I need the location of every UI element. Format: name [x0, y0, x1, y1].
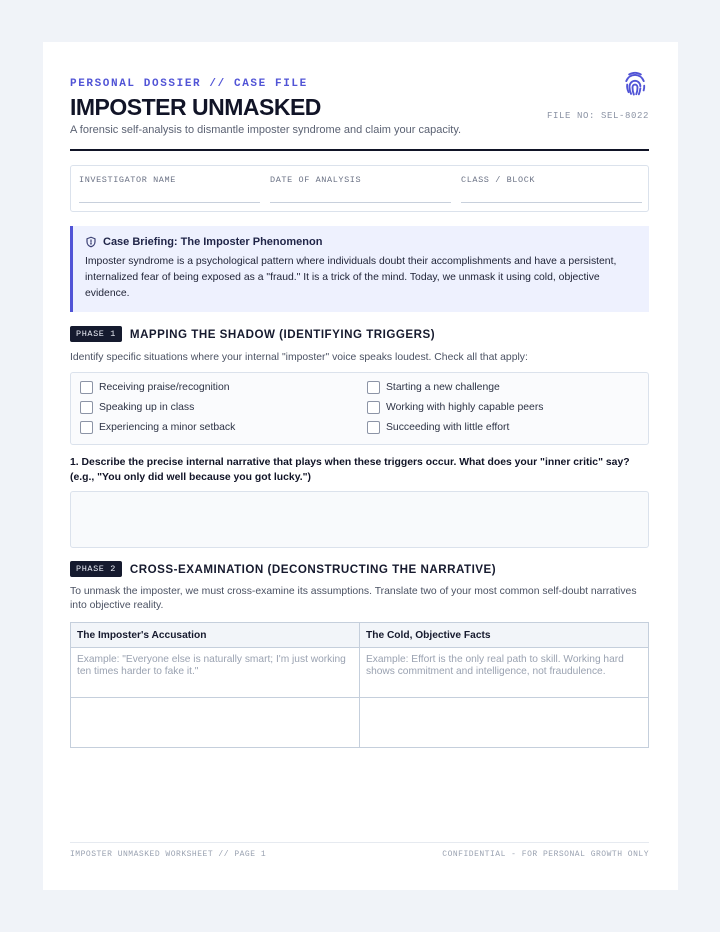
header-divider	[70, 149, 649, 151]
fingerprint-icon	[621, 70, 649, 98]
phase-2-header	[70, 561, 496, 577]
question-1: 1. Describe the precise internal narrative that plays when these triggers occur. What does your "inner critic" say? (e.g., "You only did well because you got lucky.")	[70, 457, 630, 483]
briefing-title: Case Briefing: The Imposter Phenomenon	[103, 236, 323, 248]
phase-2-instructions: To unmask the imposter, we must cross-examine its assumptions. Translate two of your most common self-doubt narratives into objective reality.	[70, 586, 637, 611]
phase-tag: PHASE 2	[70, 561, 122, 577]
investigator-name-field[interactable]	[79, 175, 260, 185]
facts-cell[interactable]: Example: Effort is the only real path to skill. Working hard shows commitment and intelligence, not fraudulence.	[360, 648, 649, 698]
phase-1-instructions: Identify specific situations where your internal "imposter" voice speaks loudest. Check all that apply:	[70, 352, 528, 363]
page-subtitle: A forensic self-analysis to dismantle imposter syndrome and claim your capacity.	[70, 124, 462, 136]
facts-cell[interactable]	[360, 698, 649, 748]
table-row	[71, 648, 649, 698]
checkbox-label: Speaking up in class	[99, 402, 195, 413]
table-header-row	[71, 623, 649, 648]
phase-title: CROSS-EXAMINATION (DECONSTRUCTING THE NARRATIVE)	[129, 562, 497, 576]
case-briefing	[70, 226, 649, 312]
field-label: DATE OF ANALYSIS	[270, 175, 362, 185]
checkbox-box[interactable]	[367, 421, 380, 434]
footer-divider	[70, 842, 649, 843]
trigger-checklist	[70, 372, 649, 445]
footer-left: IMPOSTER UNMASKED WORKSHEET // PAGE 1	[70, 850, 267, 859]
column-header-accusation: The Imposter's Accusation	[71, 623, 360, 648]
checkbox-minor-setback[interactable]	[80, 421, 235, 434]
checkbox-box[interactable]	[80, 381, 93, 394]
checkbox-box[interactable]	[80, 401, 93, 414]
field-label: INVESTIGATOR NAME	[79, 175, 176, 185]
worksheet-page	[43, 42, 678, 890]
table-row	[71, 698, 649, 748]
checkbox-label: Succeeding with little effort	[386, 422, 510, 433]
checkbox-label: Experiencing a minor setback	[99, 422, 236, 433]
class-block-field[interactable]	[461, 175, 642, 185]
field-line	[461, 202, 642, 203]
briefing-body: Imposter syndrome is a psychological pattern where individuals doubt their accomplishments and have a persistent, internalized fear of being exposed as a "fraud." It is a trick of the mind. Today, we unmask it using cold, objective evidence.	[85, 256, 617, 299]
accusation-cell[interactable]: Example: "Everyone else is naturally smart; I'm just working ten times harder to fake it."	[71, 648, 360, 698]
footer-right: CONFIDENTIAL - FOR PERSONAL GROWTH ONLY	[442, 850, 649, 859]
checkbox-speaking-up[interactable]	[80, 401, 194, 414]
field-label: CLASS / BLOCK	[461, 175, 536, 185]
question-1-answer-box[interactable]	[70, 491, 649, 548]
checkbox-little-effort[interactable]	[367, 421, 509, 434]
accusation-cell[interactable]	[71, 698, 360, 748]
page-title: IMPOSTER UNMASKED	[70, 94, 321, 120]
checkbox-box[interactable]	[367, 401, 380, 414]
checkbox-box[interactable]	[367, 381, 380, 394]
shield-icon	[85, 236, 97, 248]
phase-1-header	[70, 326, 435, 342]
checkbox-label: Starting a new challenge	[386, 382, 500, 393]
date-of-analysis-field[interactable]	[270, 175, 451, 185]
field-line	[270, 202, 451, 203]
cross-examination-table	[70, 622, 649, 748]
checkbox-label: Receiving praise/recognition	[99, 382, 230, 393]
phase-tag: PHASE 1	[70, 326, 122, 342]
briefing-header	[85, 236, 322, 248]
eyebrow-label: PERSONAL DOSSIER // CASE FILE	[70, 78, 308, 90]
field-line	[79, 202, 260, 203]
column-header-facts: The Cold, Objective Facts	[360, 623, 649, 648]
checkbox-capable-peers[interactable]	[367, 401, 543, 414]
checkbox-box[interactable]	[80, 421, 93, 434]
file-number: FILE NO: SEL-8022	[546, 111, 649, 121]
checkbox-label: Working with highly capable peers	[386, 402, 544, 413]
checkbox-receiving-praise[interactable]	[80, 381, 230, 394]
checkbox-new-challenge[interactable]	[367, 381, 500, 394]
phase-title: MAPPING THE SHADOW (IDENTIFYING TRIGGERS)	[129, 327, 436, 341]
info-fields	[70, 165, 649, 212]
